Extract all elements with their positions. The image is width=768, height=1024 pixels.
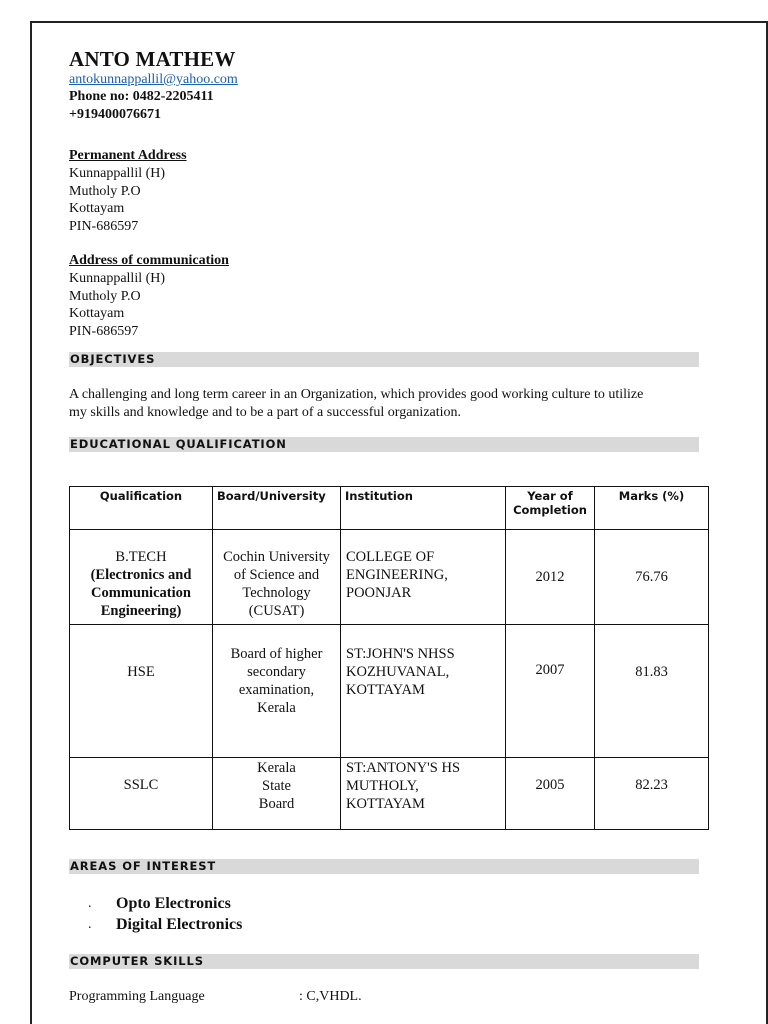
institution-line: KOTTAYAM [346, 796, 425, 812]
board-line: Cochin University [223, 549, 330, 565]
institution-line: KOTTAYAM [346, 682, 425, 698]
objectives-text [69, 386, 704, 421]
resume-header [69, 47, 709, 340]
objectives-heading: OBJECTIVES [69, 352, 699, 367]
table-row [70, 530, 709, 625]
objectives-text-line: A challenging and long term career in an Organization, which provides good working culture to utilize [69, 387, 644, 402]
year-cell: 2012 [506, 530, 595, 625]
communication-address-line: Kunnappallil (H) [69, 271, 166, 286]
board-cell [213, 530, 341, 625]
institution-line: ST:JOHN'S NHSS [346, 646, 455, 662]
institution-cell [341, 625, 506, 758]
institution-line: MUTHOLY, [346, 778, 419, 794]
marks-cell: 81.83 [595, 625, 709, 758]
institution-line: COLLEGE OF [346, 549, 435, 565]
list-item [88, 914, 242, 935]
board-line: State [262, 778, 291, 794]
table-row [70, 625, 709, 758]
interest-label: Opto Electronics [116, 895, 231, 912]
year-cell: 2005 [506, 758, 595, 830]
qualification-cell [70, 530, 213, 625]
list-item [88, 893, 242, 914]
year-cell: 2007 [506, 625, 595, 758]
institution-cell [341, 758, 506, 830]
column-header: Year of Completion [506, 487, 595, 530]
communication-address-line: PIN-686597 [69, 323, 139, 339]
institution-line: POONJAR [346, 585, 412, 601]
education-table [69, 486, 709, 830]
permanent-address-line: PIN-686597 [69, 218, 139, 234]
board-line: examination, [238, 682, 315, 698]
qualification-detail [75, 566, 207, 620]
objectives-text-line: my skills and knowledge and to be a part of a successful organization. [69, 404, 462, 420]
bullet: . [88, 896, 92, 911]
board-line: Kerala [257, 760, 296, 776]
interests-heading: AREAS OF INTEREST [69, 859, 699, 874]
candidate-name: ANTO MATHEW [69, 47, 236, 71]
skill-value: : C,VHDL. [299, 989, 362, 1004]
board-line: of Science and [233, 567, 320, 583]
permanent-address-line: Mutholy P.O [69, 183, 141, 199]
institution-line: ST:ANTONY'S HS [346, 760, 461, 776]
qualification-name: B.TECH [115, 549, 167, 565]
board-line: (CUSAT) [248, 603, 305, 619]
column-header: Institution [341, 487, 506, 530]
institution-cell [341, 530, 506, 625]
column-header: Board/University [213, 487, 341, 530]
board-line: Board [258, 796, 295, 812]
mobile-number: +919400076671 [69, 107, 161, 122]
board-line: Technology [242, 585, 311, 601]
column-header: Qualification [70, 487, 213, 530]
board-line: Kerala [257, 700, 296, 716]
communication-address-line: Mutholy P.O [69, 288, 141, 304]
permanent-address-heading: Permanent Address [69, 148, 187, 163]
permanent-address-line: Kottayam [69, 201, 125, 216]
institution-line: ENGINEERING, [346, 567, 448, 583]
column-header: Marks (%) [595, 487, 709, 530]
board-line: secondary [247, 664, 306, 680]
education-heading: EDUCATIONAL QUALIFICATION [69, 437, 699, 452]
qualification-cell: HSE [70, 625, 213, 758]
skill-label: Programming Language [69, 989, 205, 1004]
permanent-address-line: Kunnappallil (H) [69, 166, 166, 181]
qualification-detail-line: Engineering) [100, 603, 182, 619]
email-link[interactable]: antokunnappallil@yahoo.com [69, 72, 238, 87]
qualification-detail-line: (Electronics and [90, 567, 192, 583]
table-row [70, 758, 709, 830]
communication-address-heading: Address of communication [69, 253, 229, 268]
skill-row [69, 988, 669, 1005]
qualification-cell: SSLC [70, 758, 213, 830]
computer-skills-heading: COMPUTER SKILLS [69, 954, 699, 969]
marks-cell: 82.23 [595, 758, 709, 830]
interest-list [88, 893, 242, 935]
bullet: . [88, 917, 92, 932]
marks-cell: 76.76 [595, 530, 709, 625]
board-cell [213, 625, 341, 758]
qualification-detail-line: Communication [91, 585, 191, 601]
institution-line: KOZHUVANAL, [346, 664, 450, 680]
board-cell [213, 758, 341, 830]
table-header-row [70, 487, 709, 530]
interest-label: Digital Electronics [116, 916, 243, 933]
communication-address-line: Kottayam [69, 306, 125, 321]
phone-number: Phone no: 0482-2205411 [69, 89, 214, 104]
board-line: Board of higher [230, 646, 323, 662]
